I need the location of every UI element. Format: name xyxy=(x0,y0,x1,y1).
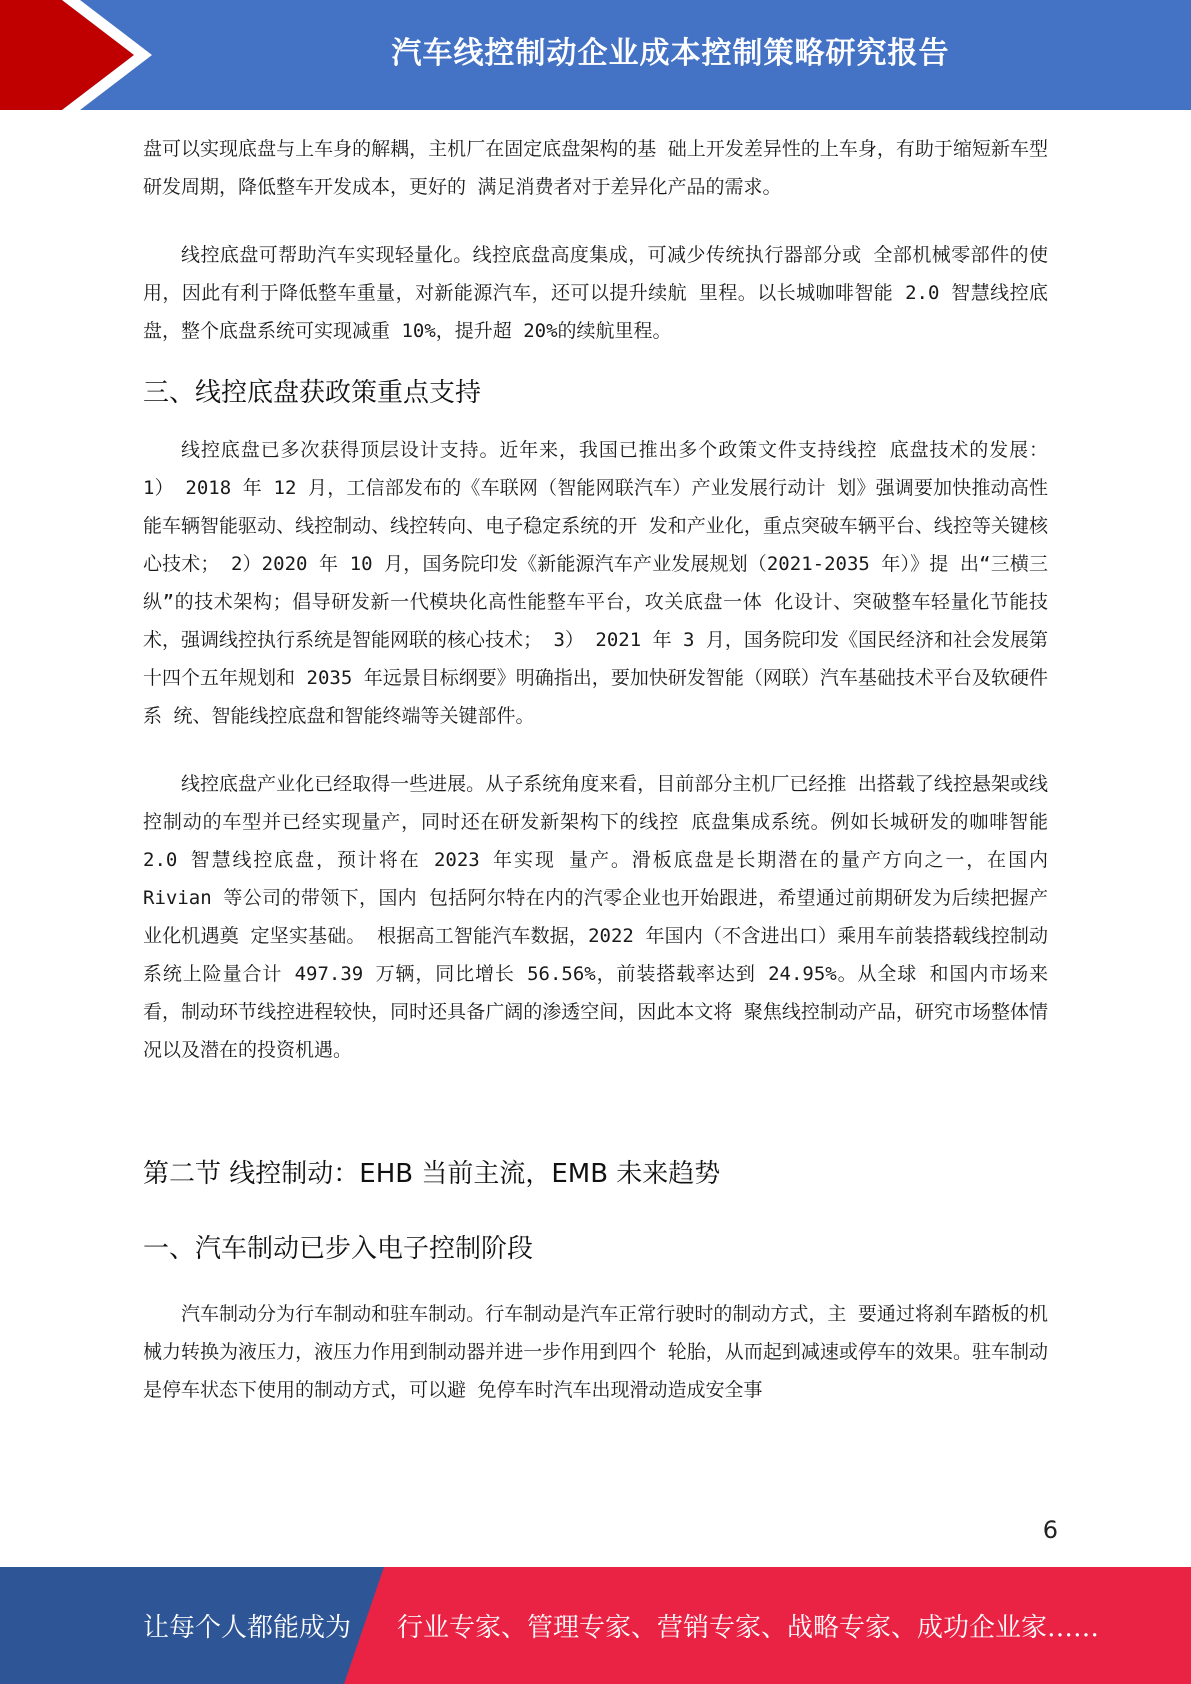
section-heading-3: 三、线控底盘获政策重点支持 xyxy=(143,378,482,408)
page-number: 6 xyxy=(1042,1516,1058,1544)
paragraph-2: 线控底盘可帮助汽车实现轻量化。线控底盘高度集成，可减少传统执行器部分或 全部机械零部件的使用，因此有利于降低整车重量，对新能源汽车，还可以提升续航 里程。以长城咖啡智能 2.0 智慧线控底盘，整个底盘系统可实现减重 10%，提升超 20%的续航里程。 xyxy=(143,244,1048,342)
paragraph-5: 汽车制动分为行车制动和驻车制动。行车制动是汽车正常行驶时的制动方式，主 要通过将刹车踏板的机械力转换为液压力，液压力作用到制动器并进一步作用到四个 轮胎，从而起到减速或停车的效果。驻车制动是停车状态下使用的制动方式，可以避 免停车时汽车出现滑动造成安全事 xyxy=(143,1303,1048,1401)
footer-slogan-left: 让每个人都能成为 xyxy=(143,1613,352,1643)
section-heading-1: 一、汽车制动已步入电子控制阶段 xyxy=(143,1234,534,1264)
paragraph-1: 盘可以实现底盘与上车身的解耦，主机厂在固定底盘架构的基 础上开发差异性的上车身，有助于缩短新车型研发周期，降低整车开发成本，更好的 满足消费者对于差异化产品的需求。 xyxy=(143,138,1048,198)
footer-slogan-right: 行业专家、管理专家、营销专家、战略专家、成功企业家…… xyxy=(397,1613,1100,1643)
document-body xyxy=(143,130,1048,1409)
page-header xyxy=(0,0,1191,110)
paragraph-3: 线控底盘已多次获得顶层设计支持。近年来，我国已推出多个政策文件支持线控 底盘技术的发展： 1） 2018 年 12 月，工信部发布的《车联网（智能网联汽车）产业发展行动计 划》强调要加快推动高性能车辆智能驱动、线控制动、线控转向、电子稳定系统的开 发和产业化，重点突破车辆平台、线控等关键核心技术； 2）2020 年 10 月，国务院印发《新能源汽车产业发展规划（2021-2035 年）》提 出“三横三纵”的技术架构；倡导研发新一代模块化高性能整车平台，攻关底盘一体 化设计、突破整车轻量化节能技术，强调线控执行系统是智能网联的核心技术； 3） 2021 年 3 月，国务院印发《国民经济和社会发展第十四个五年规划和 2035 年远景目标纲要》明确指出，要加快研发智能（网联）汽车基础技术平台及软硬件系 统、智能线控底盘和智能终端等关键部件。 xyxy=(143,439,1048,727)
header-title: 汽车线控制动企业成本控制策略研究报告 xyxy=(391,36,950,71)
chapter-heading-2: 第二节 线控制动：EHB 当前主流，EMB 未来趋势 xyxy=(143,1159,721,1189)
paragraph-4: 线控底盘产业化已经取得一些进展。从子系统角度来看，目前部分主机厂已经推 出搭载了线控悬架或线控制动的车型并已经实现量产，同时还在研发新架构下的线控 底盘集成系统。例如长城研发的咖啡智能 2.0 智慧线控底盘，预计将在 2023 年实现 量产。滑板底盘是长期潜在的量产方向之一，在国内 Rivian 等公司的带领下，国内 包括阿尔特在内的汽零企业也开始跟进，希望通过前期研发为后续把握产业化机遇奠 定坚实基础。 根据高工智能汽车数据，2022 年国内（不含进出口）乘用车前装搭载线控制动 系统上险量合计 497.39 万辆，同比增长 56.56%，前装搭载率达到 24.95%。从全球 和国内市场来看，制动环节线控进程较快，同时还具备广阔的渗透空间，因此本文将 聚焦线控制动产品，研究市场整体情况以及潜在的投资机遇。 xyxy=(143,773,1048,1061)
page-footer xyxy=(0,1567,1191,1684)
